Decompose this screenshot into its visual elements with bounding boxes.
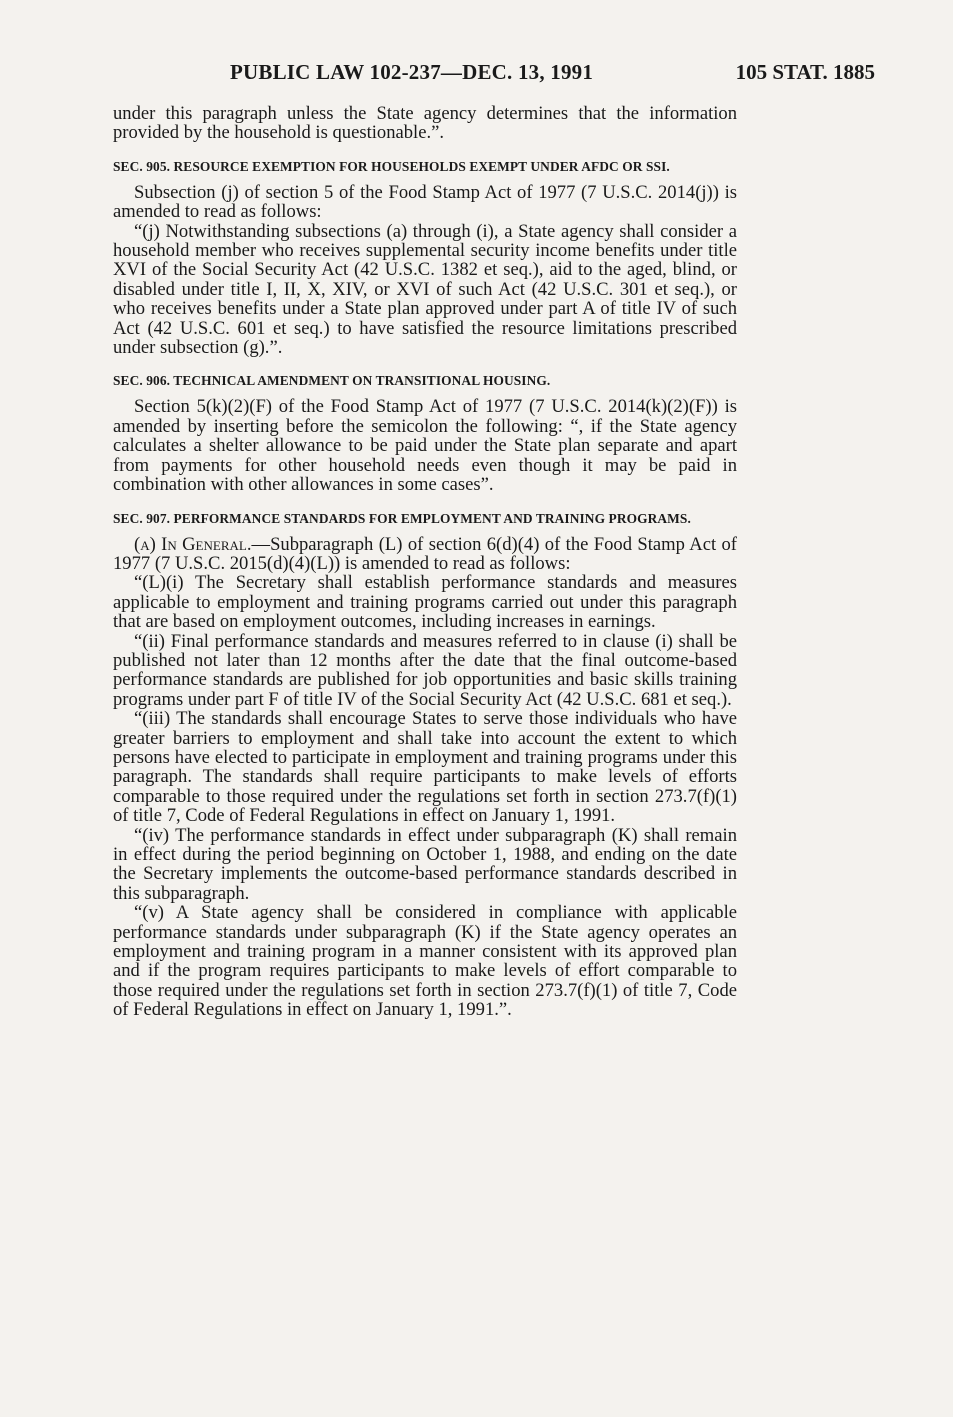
body-text — [113, 104, 737, 1020]
paragraph: “(j) Notwithstanding subsections (a) through (i), a State agency shall consider a household member who receives supplemental security income benefits under title XVI of the Social Security Act (42 U.S.C. 1382 et seq.), aid to the aged, blind, or disabled under title I, II, X, XIV, or XVI of such Act (42 U.S.C. 301 et seq.), or who receives benefits under a State plan approved under part A of title IV of such Act (42 U.S.C. 601 et seq.) to have satisfied the resource limitations prescribed under subsection (g).”. — [113, 220, 737, 359]
subsection-text: —Subparagraph (L) of section 6(d)(4) of the Food Stamp Act of 1977 (7 U.S.C. 2015(d)(4)(L)) is amended to read as follows: — [113, 533, 737, 574]
section-heading-907: SEC. 907. PERFORMANCE STANDARDS FOR EMPLOYMENT AND TRAINING PROGRAMS. — [113, 510, 691, 526]
running-head: PUBLIC LAW 102-237—DEC. 13, 1991 — [230, 60, 594, 84]
paragraph: “(iv) The performance standards in effect under subparagraph (K) shall remain in effect during the period beginning on October 1, 1988, and ending on the date the Secretary implements the outcome-based performance standards described in this subparagraph. — [113, 824, 737, 904]
paragraph: “(L)(i) The Secretary shall establish performance standards and measures applicable to employment and training programs carried out under this paragraph that are based on employment outcomes, including increases in earnings. — [113, 572, 737, 633]
section-heading-905: SEC. 905. RESOURCE EXEMPTION FOR HOUSEHOLDS EXEMPT UNDER AFDC OR SSI. — [113, 158, 670, 174]
paragraph: “(iii) The standards shall encourage States to serve those individuals who have greater barriers to employment and shall take into account the extent to which persons have elected to participate in employment and training programs under this paragraph. The standards shall require participants to make levels of efforts comparable to those required under the regulations set forth in section 273.7(f)(1) of title 7, Code of Federal Regulations in effect on January 1, 1991. — [113, 708, 737, 827]
subsection-label: (a) In General. — [134, 533, 252, 555]
stat-reference: 105 STAT. 1885 — [735, 60, 875, 84]
section-heading-906: SEC. 906. TECHNICAL AMENDMENT ON TRANSITIONAL HOUSING. — [113, 373, 551, 389]
paragraph: “(v) A State agency shall be considered in compliance with applicable performance standards under subparagraph (K) if the State agency operates an employment and training program in a manner consistent with its approved plan and if the program requires participants to make levels of effort comparable to those required under the regulations set forth in section 273.7(f)(1) of title 7, Code of Federal Regulations in effect on January 1, 1991.”. — [113, 902, 737, 1021]
paragraph — [113, 535, 737, 574]
continuation-paragraph: under this paragraph unless the State agency determines that the information provided by the household is questionable.”. — [113, 103, 737, 144]
paragraph: “(ii) Final performance standards and measures referred to in clause (i) shall be published not later than 12 months after the date that the final outcome-based performance standards are published for job opportunities and basic skills training programs under part F of title IV of the Social Security Act (42 U.S.C. 681 et seq.). — [113, 630, 737, 710]
paragraph: Subsection (j) of section 5 of the Food Stamp Act of 1977 (7 U.S.C. 2014(j)) is amended to read as follows: — [113, 181, 737, 223]
paragraph: Section 5(k)(2)(F) of the Food Stamp Act of 1977 (7 U.S.C. 2014(k)(2)(F)) is amended by inserting before the semicolon the following: “, if the State agency calculates a shelter allowance to be paid under the State plan separate and apart from payments for other household needs even though it may be paid in combination with other allowances in some cases”. — [113, 396, 737, 496]
